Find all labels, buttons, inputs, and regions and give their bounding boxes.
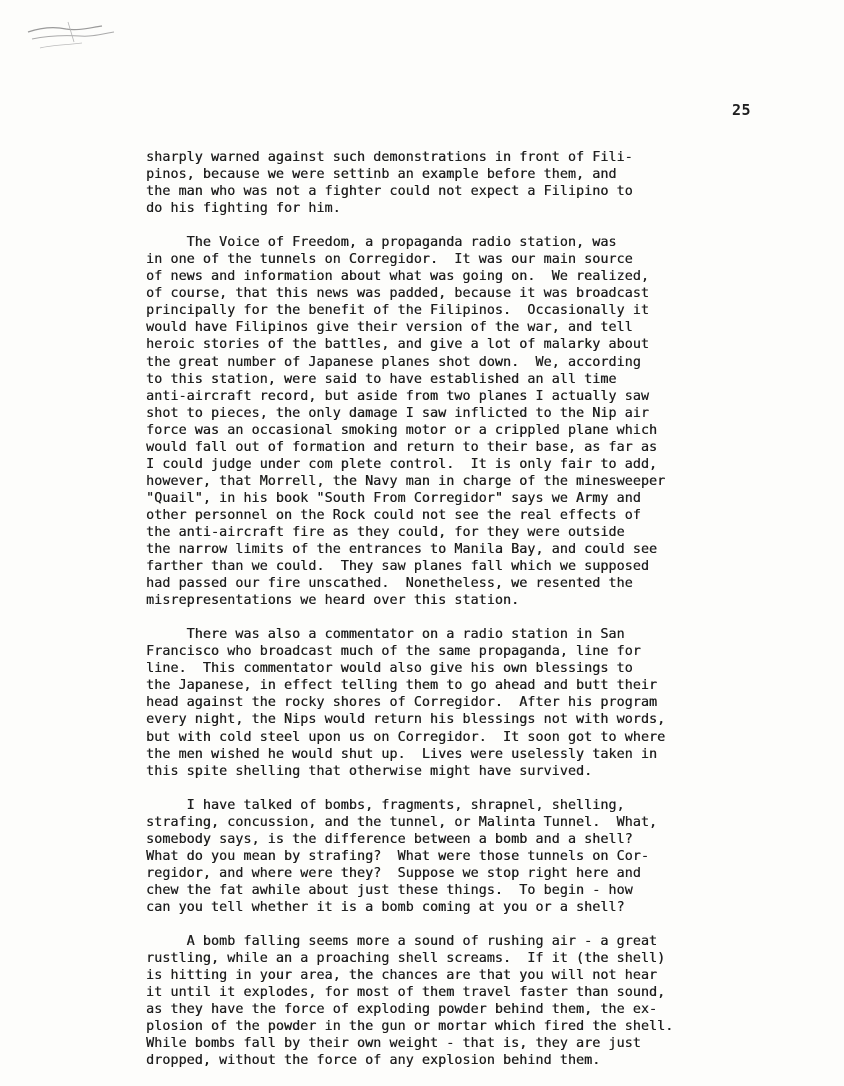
line: to this station, were said to have established an all time — [146, 371, 617, 387]
line: "Quail", in his book "South From Corregidor" says we Army and — [146, 490, 641, 506]
paragraph-gap — [146, 217, 806, 234]
line: the men wished he would shut up. Lives were uselessly taken in — [146, 746, 658, 762]
line: strafing, concussion, and the tunnel, or Malinta Tunnel. What, — [146, 814, 658, 830]
line: is hitting in your area, the chances are that you will not hear — [146, 968, 658, 984]
line: the narrow limits of the entrances to Manila Bay, and could see — [146, 542, 658, 558]
line: the great number of Japanese planes shot down. We, according — [146, 354, 641, 370]
line: had passed our fire unscathed. Nonetheless, we resented the — [146, 576, 633, 592]
line: rustling, while an a proaching shell screams. If it (the shell) — [146, 951, 666, 967]
line: principally for the benefit of the Filipinos. Occasionally it — [146, 303, 649, 319]
line: While bombs fall by their own weight - that is, they are just — [146, 1036, 641, 1052]
line: of news and information about what was going on. We realized, — [146, 269, 649, 285]
line: chew the fat awhile about just these things. To begin - how — [146, 882, 633, 898]
line: What do you mean by strafing? What were those tunnels on Cor- — [146, 848, 649, 864]
paragraph-4 — [146, 797, 806, 916]
line: but with cold steel upon us on Corregidor. It soon got to where — [146, 729, 666, 745]
line: would fall out of formation and return to their base, as far as — [146, 439, 658, 455]
line: however, that Morrell, the Navy man in charge of the minesweeper — [146, 473, 666, 489]
paragraph-2 — [146, 234, 806, 609]
line: misrepresentations we heard over this station. — [146, 593, 520, 609]
line: the Japanese, in effect telling them to go ahead and butt their — [146, 678, 658, 694]
paragraph-gap — [146, 609, 806, 626]
paragraph-gap — [146, 916, 806, 933]
line: Francisco who broadcast much of the same propaganda, line for — [146, 644, 641, 660]
line: farther than we could. They saw planes fall which we supposed — [146, 559, 649, 575]
line: would have Filipinos give their version of the war, and tell — [146, 320, 633, 336]
line: in one of the tunnels on Corregidor. It was our main source — [146, 252, 633, 268]
paragraph-1 — [146, 149, 806, 217]
line: sharply warned against such demonstrations in front of Fili- — [146, 150, 633, 165]
line: as they have the force of exploding powder behind them, the ex- — [146, 1002, 658, 1018]
line: the anti-aircraft fire as they could, for they were outside — [146, 524, 625, 540]
line: of course, that this news was padded, because it was broadcast — [146, 286, 649, 302]
line: head against the rocky shores of Corregidor. After his program — [146, 695, 658, 711]
line: I have talked of bombs, fragments, shrapnel, shelling, — [146, 797, 625, 813]
line: every night, the Nips would return his blessings not with words, — [146, 712, 666, 728]
line: can you tell whether it is a bomb coming at you or a shell? — [146, 899, 625, 915]
line: plosion of the powder in the gun or mortar which fired the shell. — [146, 1019, 674, 1035]
line: The Voice of Freedom, a propaganda radio station, was — [146, 235, 617, 251]
line: pinos, because we were settinb an example before them, and — [146, 167, 617, 183]
document-body — [146, 149, 806, 1069]
line: I could judge under com plete control. It is only fair to add, — [146, 456, 658, 472]
paragraph-gap — [146, 780, 806, 797]
line: force was an occasional smoking motor or a crippled plane which — [146, 422, 658, 438]
line: somebody says, is the difference between a bomb and a shell? — [146, 831, 633, 847]
line: this spite shelling that otherwise might have survived. — [146, 763, 593, 779]
line: line. This commentator would also give his own blessings to — [146, 661, 633, 677]
pencil-scribble-icon — [22, 12, 122, 58]
line: other personnel on the Rock could not see the real effects of — [146, 507, 641, 523]
line: do his fighting for him. — [146, 201, 341, 217]
paragraph-3 — [146, 626, 806, 779]
line: the man who was not a fighter could not expect a Filipino to — [146, 184, 633, 200]
line: anti-aircraft record, but aside from two planes I actually saw — [146, 388, 649, 404]
line: There was also a commentator on a radio station in San — [146, 627, 625, 643]
paragraph-5 — [146, 933, 806, 1069]
line: heroic stories of the battles, and give a lot of malarky about — [146, 337, 649, 353]
line: it until it explodes, for most of them travel faster than sound, — [146, 985, 666, 1001]
page-number: 25 — [732, 101, 752, 119]
line: regidor, and where were they? Suppose we stop right here and — [146, 865, 641, 881]
line: A bomb falling seems more a sound of rushing air - a great — [146, 933, 658, 949]
line: dropped, without the force of any explosion behind them. — [146, 1053, 601, 1069]
line: shot to pieces, the only damage I saw inflicted to the Nip air — [146, 405, 649, 421]
